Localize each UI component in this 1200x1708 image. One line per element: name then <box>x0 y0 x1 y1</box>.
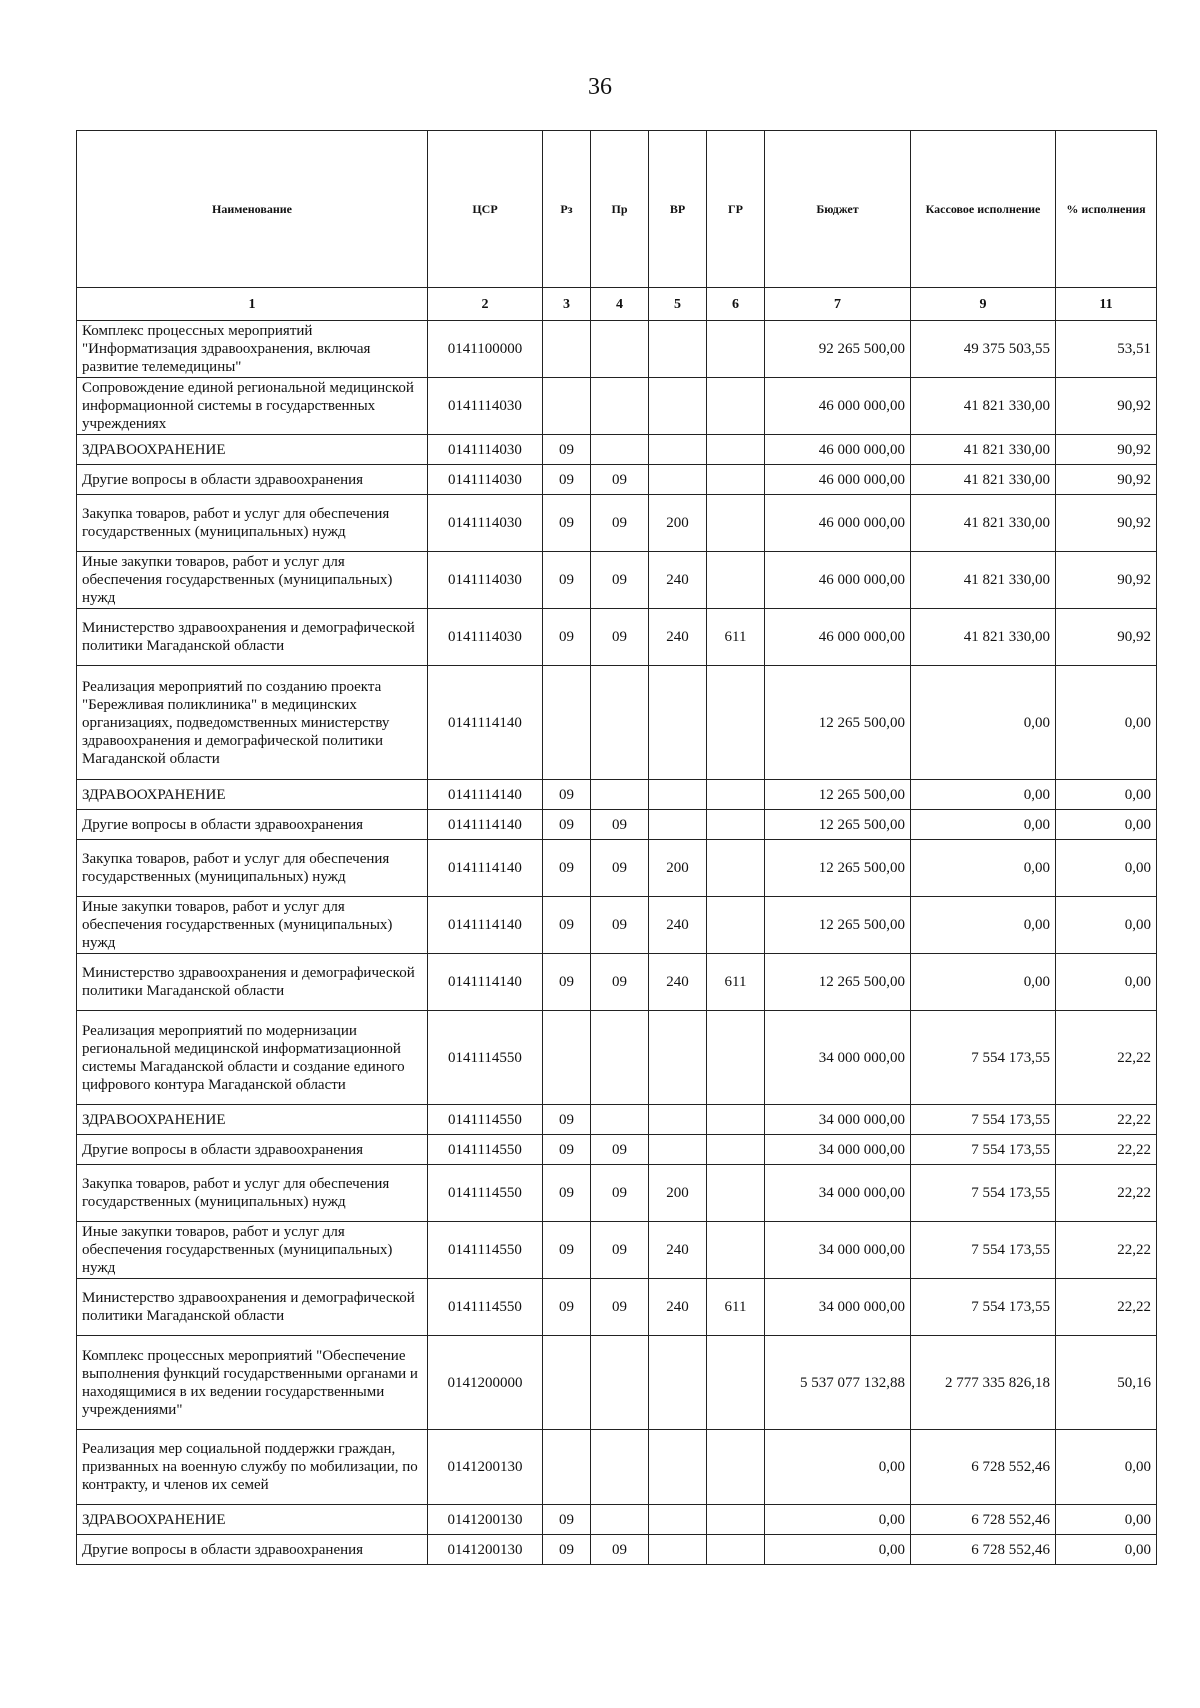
row-budget: 46 000 000,00 <box>765 495 911 552</box>
table-row <box>77 666 1157 780</box>
header-vr: ВР <box>649 131 707 288</box>
row-name: Другие вопросы в области здравоохранения <box>77 1135 428 1165</box>
row-name: Другие вопросы в области здравоохранения <box>77 465 428 495</box>
row-gr <box>707 1165 765 1222</box>
row-gr <box>707 780 765 810</box>
row-budget: 5 537 077 132,88 <box>765 1336 911 1430</box>
table-row <box>77 1011 1157 1105</box>
row-csr: 0141114030 <box>428 435 543 465</box>
column-number: 1 <box>77 288 428 321</box>
row-rz: 09 <box>543 897 591 954</box>
row-name: Министерство здравоохранения и демографической политики Магаданской области <box>77 609 428 666</box>
row-rz <box>543 1336 591 1430</box>
table-row <box>77 840 1157 897</box>
row-rz: 09 <box>543 609 591 666</box>
row-name: Закупка товаров, работ и услуг для обеспечения государственных (муниципальных) нужд <box>77 495 428 552</box>
row-csr: 0141114140 <box>428 897 543 954</box>
table-header-row <box>77 131 1157 288</box>
row-gr: 611 <box>707 1279 765 1336</box>
row-cash: 0,00 <box>911 954 1056 1011</box>
header-percent: % исполнения <box>1056 131 1157 288</box>
row-vr <box>649 780 707 810</box>
row-percent: 22,22 <box>1056 1105 1157 1135</box>
row-cash: 41 821 330,00 <box>911 465 1056 495</box>
row-vr: 240 <box>649 1279 707 1336</box>
row-vr: 200 <box>649 1165 707 1222</box>
row-gr <box>707 897 765 954</box>
row-gr <box>707 1222 765 1279</box>
row-rz: 09 <box>543 1135 591 1165</box>
row-gr <box>707 495 765 552</box>
row-percent: 0,00 <box>1056 1430 1157 1505</box>
row-rz: 09 <box>543 1222 591 1279</box>
column-number: 9 <box>911 288 1056 321</box>
row-vr <box>649 435 707 465</box>
row-vr <box>649 1011 707 1105</box>
row-pr: 09 <box>591 897 649 954</box>
row-csr: 0141114550 <box>428 1279 543 1336</box>
row-pr <box>591 435 649 465</box>
row-budget: 46 000 000,00 <box>765 609 911 666</box>
row-rz: 09 <box>543 465 591 495</box>
row-name: Реализация мероприятий по модернизации региональной медицинской информатизационной системы Магаданской области и создание единого цифрового контура Магаданской области <box>77 1011 428 1105</box>
table-row <box>77 1505 1157 1535</box>
row-cash: 7 554 173,55 <box>911 1279 1056 1336</box>
header-csr: ЦСР <box>428 131 543 288</box>
row-vr: 240 <box>649 609 707 666</box>
row-rz: 09 <box>543 1505 591 1535</box>
row-budget: 12 265 500,00 <box>765 840 911 897</box>
row-rz <box>543 1430 591 1505</box>
row-vr <box>649 1535 707 1565</box>
row-budget: 0,00 <box>765 1430 911 1505</box>
row-budget: 46 000 000,00 <box>765 552 911 609</box>
row-csr: 0141114140 <box>428 780 543 810</box>
row-pr: 09 <box>591 1279 649 1336</box>
row-name: Комплекс процессных мероприятий "Информатизация здравоохранения, включая развитие телемедицины" <box>77 321 428 378</box>
row-gr <box>707 840 765 897</box>
row-gr <box>707 810 765 840</box>
row-cash: 0,00 <box>911 780 1056 810</box>
row-rz <box>543 666 591 780</box>
row-gr <box>707 1505 765 1535</box>
table-row <box>77 378 1157 435</box>
row-rz: 09 <box>543 435 591 465</box>
row-gr <box>707 435 765 465</box>
row-cash: 0,00 <box>911 840 1056 897</box>
row-csr: 0141114140 <box>428 810 543 840</box>
row-gr <box>707 321 765 378</box>
row-rz: 09 <box>543 954 591 1011</box>
table-row <box>77 780 1157 810</box>
table-row <box>77 1430 1157 1505</box>
row-cash: 6 728 552,46 <box>911 1430 1056 1505</box>
row-budget: 92 265 500,00 <box>765 321 911 378</box>
row-csr: 0141114030 <box>428 552 543 609</box>
row-percent: 0,00 <box>1056 1535 1157 1565</box>
row-rz: 09 <box>543 780 591 810</box>
table-row <box>77 552 1157 609</box>
row-vr <box>649 810 707 840</box>
row-percent: 0,00 <box>1056 810 1157 840</box>
row-vr: 240 <box>649 954 707 1011</box>
row-cash: 7 554 173,55 <box>911 1011 1056 1105</box>
row-pr <box>591 1336 649 1430</box>
table-row <box>77 810 1157 840</box>
row-percent: 22,22 <box>1056 1165 1157 1222</box>
row-pr <box>591 1011 649 1105</box>
row-vr <box>649 1505 707 1535</box>
row-budget: 12 265 500,00 <box>765 954 911 1011</box>
row-percent: 0,00 <box>1056 780 1157 810</box>
row-vr: 240 <box>649 1222 707 1279</box>
row-csr: 0141114140 <box>428 954 543 1011</box>
row-gr <box>707 1430 765 1505</box>
row-budget: 34 000 000,00 <box>765 1165 911 1222</box>
row-cash: 41 821 330,00 <box>911 435 1056 465</box>
table-row <box>77 495 1157 552</box>
row-gr <box>707 552 765 609</box>
row-budget: 46 000 000,00 <box>765 378 911 435</box>
row-csr: 0141114550 <box>428 1222 543 1279</box>
row-name: Иные закупки товаров, работ и услуг для обеспечения государственных (муниципальных) нужд <box>77 1222 428 1279</box>
column-number: 3 <box>543 288 591 321</box>
table-row <box>77 1222 1157 1279</box>
row-pr: 09 <box>591 810 649 840</box>
row-cash: 0,00 <box>911 666 1056 780</box>
row-cash: 7 554 173,55 <box>911 1222 1056 1279</box>
table-row <box>77 1279 1157 1336</box>
row-gr <box>707 1135 765 1165</box>
row-budget: 12 265 500,00 <box>765 810 911 840</box>
row-name: ЗДРАВООХРАНЕНИЕ <box>77 1105 428 1135</box>
row-budget: 34 000 000,00 <box>765 1222 911 1279</box>
row-name: Реализация мероприятий по созданию проекта "Бережливая поликлиника" в медицинских организациях, подведомственных министерству здравоохранения и демографической политики Магаданской области <box>77 666 428 780</box>
row-budget: 0,00 <box>765 1505 911 1535</box>
row-pr: 09 <box>591 1535 649 1565</box>
row-name: Сопровождение единой региональной медицинской информационной системы в государственных учреждениях <box>77 378 428 435</box>
row-pr <box>591 378 649 435</box>
row-cash: 7 554 173,55 <box>911 1135 1056 1165</box>
row-pr: 09 <box>591 840 649 897</box>
row-pr: 09 <box>591 495 649 552</box>
row-name: ЗДРАВООХРАНЕНИЕ <box>77 435 428 465</box>
row-csr: 0141114550 <box>428 1011 543 1105</box>
table-row <box>77 1336 1157 1430</box>
table-row <box>77 1535 1157 1565</box>
table-row <box>77 465 1157 495</box>
row-percent: 53,51 <box>1056 321 1157 378</box>
row-gr <box>707 1105 765 1135</box>
row-budget: 12 265 500,00 <box>765 666 911 780</box>
row-gr: 611 <box>707 609 765 666</box>
row-percent: 90,92 <box>1056 378 1157 435</box>
header-budget: Бюджет <box>765 131 911 288</box>
row-name: Другие вопросы в области здравоохранения <box>77 810 428 840</box>
row-rz: 09 <box>543 840 591 897</box>
row-budget: 34 000 000,00 <box>765 1011 911 1105</box>
row-vr: 200 <box>649 840 707 897</box>
row-vr <box>649 465 707 495</box>
row-percent: 22,22 <box>1056 1222 1157 1279</box>
row-budget: 34 000 000,00 <box>765 1105 911 1135</box>
row-percent: 90,92 <box>1056 552 1157 609</box>
row-csr: 0141114550 <box>428 1165 543 1222</box>
row-vr <box>649 1135 707 1165</box>
header-name: Наименование <box>77 131 428 288</box>
row-name: Другие вопросы в области здравоохранения <box>77 1535 428 1565</box>
row-cash: 41 821 330,00 <box>911 378 1056 435</box>
row-csr: 0141114030 <box>428 609 543 666</box>
row-gr <box>707 1336 765 1430</box>
row-pr: 09 <box>591 609 649 666</box>
row-pr: 09 <box>591 552 649 609</box>
row-csr: 0141114030 <box>428 378 543 435</box>
table-row <box>77 897 1157 954</box>
row-name: Министерство здравоохранения и демографической политики Магаданской области <box>77 1279 428 1336</box>
row-vr: 200 <box>649 495 707 552</box>
row-gr <box>707 1011 765 1105</box>
row-rz: 09 <box>543 1105 591 1135</box>
row-budget: 46 000 000,00 <box>765 435 911 465</box>
row-pr <box>591 1505 649 1535</box>
row-name: Реализация мер социальной поддержки граждан, призванных на военную службу по мобилизации, по контракту, и членов их семей <box>77 1430 428 1505</box>
row-vr <box>649 1430 707 1505</box>
table-body <box>77 321 1157 1565</box>
row-csr: 0141114550 <box>428 1105 543 1135</box>
row-pr <box>591 1105 649 1135</box>
row-percent: 90,92 <box>1056 495 1157 552</box>
row-rz: 09 <box>543 1279 591 1336</box>
header-cash: Кассовое исполнение <box>911 131 1056 288</box>
row-rz: 09 <box>543 1165 591 1222</box>
row-percent: 0,00 <box>1056 954 1157 1011</box>
row-pr <box>591 666 649 780</box>
header-rz: Рз <box>543 131 591 288</box>
row-name: Министерство здравоохранения и демографической политики Магаданской области <box>77 954 428 1011</box>
row-vr <box>649 1336 707 1430</box>
row-budget: 0,00 <box>765 1535 911 1565</box>
column-number: 11 <box>1056 288 1157 321</box>
row-percent: 90,92 <box>1056 609 1157 666</box>
row-gr <box>707 1535 765 1565</box>
row-percent: 0,00 <box>1056 840 1157 897</box>
row-cash: 6 728 552,46 <box>911 1505 1056 1535</box>
row-budget: 12 265 500,00 <box>765 897 911 954</box>
table-row <box>77 954 1157 1011</box>
row-csr: 0141100000 <box>428 321 543 378</box>
row-pr: 09 <box>591 1135 649 1165</box>
row-percent: 22,22 <box>1056 1135 1157 1165</box>
row-rz: 09 <box>543 1535 591 1565</box>
column-number: 7 <box>765 288 911 321</box>
row-percent: 0,00 <box>1056 897 1157 954</box>
row-cash: 2 777 335 826,18 <box>911 1336 1056 1430</box>
table-row <box>77 1165 1157 1222</box>
row-cash: 41 821 330,00 <box>911 552 1056 609</box>
row-rz <box>543 321 591 378</box>
row-rz <box>543 378 591 435</box>
row-percent: 22,22 <box>1056 1279 1157 1336</box>
header-pr: Пр <box>591 131 649 288</box>
page-number: 36 <box>588 74 612 100</box>
row-csr: 0141200130 <box>428 1535 543 1565</box>
row-rz: 09 <box>543 810 591 840</box>
column-number: 4 <box>591 288 649 321</box>
row-csr: 0141114030 <box>428 495 543 552</box>
row-cash: 0,00 <box>911 810 1056 840</box>
row-pr: 09 <box>591 465 649 495</box>
row-rz: 09 <box>543 552 591 609</box>
row-vr: 240 <box>649 552 707 609</box>
row-percent: 0,00 <box>1056 1505 1157 1535</box>
row-percent: 90,92 <box>1056 465 1157 495</box>
row-name: Комплекс процессных мероприятий "Обеспечение выполнения функций государственными органами и находящимися в их ведении государственными учреждениями" <box>77 1336 428 1430</box>
row-rz: 09 <box>543 495 591 552</box>
row-csr: 0141200130 <box>428 1430 543 1505</box>
table-row <box>77 321 1157 378</box>
table-row <box>77 609 1157 666</box>
row-pr <box>591 321 649 378</box>
row-percent: 0,00 <box>1056 666 1157 780</box>
row-budget: 34 000 000,00 <box>765 1279 911 1336</box>
table-row <box>77 1135 1157 1165</box>
row-cash: 0,00 <box>911 897 1056 954</box>
row-cash: 41 821 330,00 <box>911 495 1056 552</box>
row-budget: 46 000 000,00 <box>765 465 911 495</box>
row-percent: 50,16 <box>1056 1336 1157 1430</box>
row-budget: 34 000 000,00 <box>765 1135 911 1165</box>
row-vr: 240 <box>649 897 707 954</box>
row-percent: 22,22 <box>1056 1011 1157 1105</box>
row-pr <box>591 1430 649 1505</box>
column-number: 6 <box>707 288 765 321</box>
row-cash: 41 821 330,00 <box>911 609 1056 666</box>
row-name: Иные закупки товаров, работ и услуг для обеспечения государственных (муниципальных) нужд <box>77 897 428 954</box>
column-number: 2 <box>428 288 543 321</box>
column-number: 5 <box>649 288 707 321</box>
row-vr <box>649 321 707 378</box>
row-csr: 0141114030 <box>428 465 543 495</box>
row-name: Закупка товаров, работ и услуг для обеспечения государственных (муниципальных) нужд <box>77 840 428 897</box>
row-pr: 09 <box>591 954 649 1011</box>
row-percent: 90,92 <box>1056 435 1157 465</box>
header-gr: ГР <box>707 131 765 288</box>
row-csr: 0141114140 <box>428 666 543 780</box>
row-cash: 49 375 503,55 <box>911 321 1056 378</box>
row-pr: 09 <box>591 1222 649 1279</box>
column-number-row <box>77 288 1157 321</box>
row-csr: 0141114140 <box>428 840 543 897</box>
row-cash: 7 554 173,55 <box>911 1105 1056 1135</box>
row-gr: 611 <box>707 954 765 1011</box>
row-cash: 6 728 552,46 <box>911 1535 1056 1565</box>
budget-execution-table <box>76 130 1157 1565</box>
row-vr <box>649 1105 707 1135</box>
row-name: ЗДРАВООХРАНЕНИЕ <box>77 780 428 810</box>
row-budget: 12 265 500,00 <box>765 780 911 810</box>
row-csr: 0141114550 <box>428 1135 543 1165</box>
row-csr: 0141200000 <box>428 1336 543 1430</box>
row-name: ЗДРАВООХРАНЕНИЕ <box>77 1505 428 1535</box>
row-name: Иные закупки товаров, работ и услуг для обеспечения государственных (муниципальных) нужд <box>77 552 428 609</box>
row-pr: 09 <box>591 1165 649 1222</box>
row-rz <box>543 1011 591 1105</box>
row-vr <box>649 378 707 435</box>
row-gr <box>707 465 765 495</box>
row-name: Закупка товаров, работ и услуг для обеспечения государственных (муниципальных) нужд <box>77 1165 428 1222</box>
row-vr <box>649 666 707 780</box>
row-pr <box>591 780 649 810</box>
table-row <box>77 1105 1157 1135</box>
table-row <box>77 435 1157 465</box>
row-csr: 0141200130 <box>428 1505 543 1535</box>
row-gr <box>707 666 765 780</box>
row-cash: 7 554 173,55 <box>911 1165 1056 1222</box>
row-gr <box>707 378 765 435</box>
